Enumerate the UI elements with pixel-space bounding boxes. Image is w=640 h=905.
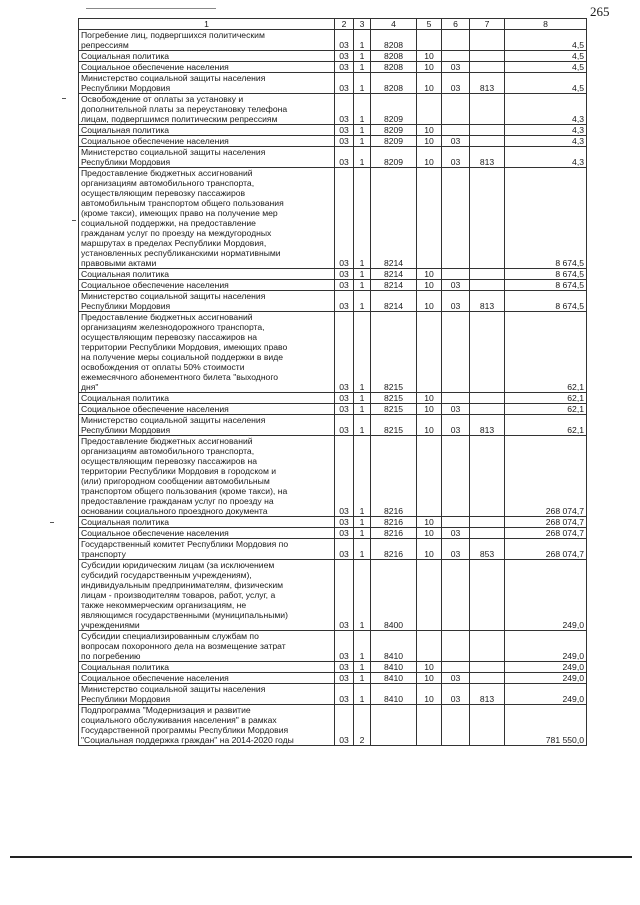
bottom-rule bbox=[10, 856, 632, 858]
row-code-4: 8215 bbox=[371, 404, 417, 415]
table-row bbox=[79, 404, 587, 415]
row-amount: 8 674,5 bbox=[505, 280, 587, 291]
row-code-6 bbox=[442, 168, 470, 269]
table-row bbox=[79, 705, 587, 746]
row-code-6: 03 bbox=[442, 684, 470, 705]
header-row bbox=[79, 19, 587, 30]
row-code-3: 1 bbox=[354, 393, 371, 404]
row-code-6 bbox=[442, 125, 470, 136]
table-row bbox=[79, 517, 587, 528]
row-code-6 bbox=[442, 436, 470, 517]
row-name: Освобождение от оплаты за установку и дополнительной платы за переустановку телефона лицам, подвергшимся политическим репрессиям bbox=[79, 94, 335, 125]
row-amount: 268 074,7 bbox=[505, 539, 587, 560]
row-code-3: 1 bbox=[354, 30, 371, 51]
row-name: Социальная политика bbox=[79, 662, 335, 673]
row-code-7 bbox=[470, 705, 505, 746]
column-header: 8 bbox=[505, 19, 587, 30]
row-code-6: 03 bbox=[442, 280, 470, 291]
row-code-4: 8208 bbox=[371, 62, 417, 73]
row-code-2: 03 bbox=[335, 539, 354, 560]
row-code-3: 1 bbox=[354, 404, 371, 415]
row-code-7: 813 bbox=[470, 291, 505, 312]
row-code-4: 8215 bbox=[371, 415, 417, 436]
row-code-2: 03 bbox=[335, 51, 354, 62]
row-code-2: 03 bbox=[335, 528, 354, 539]
row-code-7 bbox=[470, 280, 505, 291]
margin-mark bbox=[62, 98, 66, 99]
row-code-7 bbox=[470, 673, 505, 684]
row-name: Предоставление бюджетных ассигнований организациям автомобильного транспорта, осуществляющим перевозку пассажиров автомобильным транспортом общего пользования (кроме такси), имеющих право на получение мер социальной поддержки, на предоставление гражданам услуг по проезду на междугородных маршрутах в пределах Республики Мордовия, установленных республиканскими нормативными правовыми актами bbox=[79, 168, 335, 269]
top-rule bbox=[86, 8, 216, 9]
row-code-7: 853 bbox=[470, 539, 505, 560]
row-code-6: 03 bbox=[442, 147, 470, 168]
margin-mark bbox=[72, 220, 76, 221]
row-amount: 249,0 bbox=[505, 631, 587, 662]
row-code-6: 03 bbox=[442, 291, 470, 312]
table-row bbox=[79, 393, 587, 404]
row-code-4: 8214 bbox=[371, 168, 417, 269]
row-code-3: 1 bbox=[354, 415, 371, 436]
table-row bbox=[79, 673, 587, 684]
row-code-4: 8410 bbox=[371, 673, 417, 684]
column-header: 1 bbox=[79, 19, 335, 30]
row-amount: 8 674,5 bbox=[505, 168, 587, 269]
row-code-7: 813 bbox=[470, 73, 505, 94]
row-code-2: 03 bbox=[335, 436, 354, 517]
row-code-2: 03 bbox=[335, 136, 354, 147]
table-row bbox=[79, 684, 587, 705]
row-code-5: 10 bbox=[417, 393, 442, 404]
row-code-3: 1 bbox=[354, 517, 371, 528]
row-code-7 bbox=[470, 436, 505, 517]
row-code-3: 1 bbox=[354, 662, 371, 673]
row-code-6 bbox=[442, 705, 470, 746]
table-row bbox=[79, 94, 587, 125]
row-amount: 62,1 bbox=[505, 393, 587, 404]
row-code-7 bbox=[470, 94, 505, 125]
row-code-4: 8215 bbox=[371, 312, 417, 393]
row-code-5: 10 bbox=[417, 404, 442, 415]
row-code-2: 03 bbox=[335, 147, 354, 168]
row-name: Государственный комитет Республики Мордовия по транспорту bbox=[79, 539, 335, 560]
table-row bbox=[79, 436, 587, 517]
row-code-4: 8208 bbox=[371, 73, 417, 94]
row-amount: 4,5 bbox=[505, 30, 587, 51]
row-name: Министерство социальной защиты населения Республики Мордовия bbox=[79, 73, 335, 94]
row-amount: 268 074,7 bbox=[505, 517, 587, 528]
row-code-2: 03 bbox=[335, 280, 354, 291]
row-code-7 bbox=[470, 269, 505, 280]
column-header: 7 bbox=[470, 19, 505, 30]
table-row bbox=[79, 528, 587, 539]
budget-table bbox=[78, 18, 587, 746]
row-code-2: 03 bbox=[335, 560, 354, 631]
row-name: Социальная политика bbox=[79, 269, 335, 280]
row-code-5: 10 bbox=[417, 528, 442, 539]
row-code-7: 813 bbox=[470, 415, 505, 436]
table-row bbox=[79, 280, 587, 291]
row-amount: 4,3 bbox=[505, 147, 587, 168]
margin-mark bbox=[50, 522, 54, 523]
row-name: Социальное обеспечение населения bbox=[79, 136, 335, 147]
table-row bbox=[79, 73, 587, 94]
row-code-6 bbox=[442, 631, 470, 662]
row-code-6 bbox=[442, 393, 470, 404]
row-code-6 bbox=[442, 312, 470, 393]
table-row bbox=[79, 168, 587, 269]
row-name: Социальное обеспечение населения bbox=[79, 673, 335, 684]
row-code-6: 03 bbox=[442, 673, 470, 684]
row-code-2: 03 bbox=[335, 631, 354, 662]
row-code-5: 10 bbox=[417, 125, 442, 136]
row-amount: 249,0 bbox=[505, 684, 587, 705]
row-code-5 bbox=[417, 94, 442, 125]
row-code-5: 10 bbox=[417, 147, 442, 168]
row-code-7: 813 bbox=[470, 684, 505, 705]
row-code-3: 1 bbox=[354, 62, 371, 73]
row-code-2: 03 bbox=[335, 269, 354, 280]
row-code-6 bbox=[442, 517, 470, 528]
row-code-4: 8216 bbox=[371, 539, 417, 560]
row-code-7 bbox=[470, 312, 505, 393]
row-amount: 4,3 bbox=[505, 125, 587, 136]
row-code-5: 10 bbox=[417, 517, 442, 528]
row-name: Министерство социальной защиты населения Республики Мордовия bbox=[79, 415, 335, 436]
row-code-3: 1 bbox=[354, 528, 371, 539]
row-code-7 bbox=[470, 125, 505, 136]
row-code-4: 8215 bbox=[371, 393, 417, 404]
row-code-2: 03 bbox=[335, 312, 354, 393]
row-code-3: 1 bbox=[354, 291, 371, 312]
table-row bbox=[79, 631, 587, 662]
row-code-7 bbox=[470, 51, 505, 62]
row-code-3: 1 bbox=[354, 280, 371, 291]
row-name: Предоставление бюджетных ассигнований организациям автомобильного транспорта, осуществляющим перевозку пассажиров на территории Республики Мордовия в городском и (или) пригородном сообщении автомобильным транспортом общего пользования (кроме такси), на предоставление гражданам услуг по проезду на основании социального проездного документа bbox=[79, 436, 335, 517]
row-amount: 249,0 bbox=[505, 673, 587, 684]
row-code-2: 03 bbox=[335, 404, 354, 415]
row-name: Социальное обеспечение населения bbox=[79, 528, 335, 539]
row-amount: 4,3 bbox=[505, 94, 587, 125]
row-code-4: 8208 bbox=[371, 30, 417, 51]
row-code-4: 8400 bbox=[371, 560, 417, 631]
row-code-4: 8214 bbox=[371, 291, 417, 312]
row-code-4: 8216 bbox=[371, 528, 417, 539]
row-name: Подпрограмма "Модернизация и развитие социального обслуживания населения" в рамках Государственной программы Республики Мордовия "Социальная поддержка граждан" на 2014-2020 годы bbox=[79, 705, 335, 746]
row-code-7 bbox=[470, 404, 505, 415]
row-code-3: 1 bbox=[354, 269, 371, 280]
row-code-3: 1 bbox=[354, 560, 371, 631]
table-body bbox=[79, 30, 587, 746]
table-row bbox=[79, 125, 587, 136]
row-name: Министерство социальной защиты населения Республики Мордовия bbox=[79, 684, 335, 705]
row-code-5: 10 bbox=[417, 136, 442, 147]
row-code-2: 03 bbox=[335, 673, 354, 684]
row-code-2: 03 bbox=[335, 684, 354, 705]
row-code-2: 03 bbox=[335, 705, 354, 746]
row-name: Предоставление бюджетных ассигнований организациям железнодорожного транспорта, осуществляющим перевозку пассажиров на территории Республики Мордовия, имеющих право на получение меры социальной поддержки в виде освобождения от оплаты 50% стоимости ежемесячного абонементного билета "выходного дня" bbox=[79, 312, 335, 393]
row-name: Субсидии юридическим лицам (за исключением субсидий государственным учреждениям), индивидуальным предпринимателям, физическим лицам - производителям товаров, работ, услуг, а также некоммерческим организациям, не являющимся государственными (муниципальными) учреждениями bbox=[79, 560, 335, 631]
row-code-3: 1 bbox=[354, 684, 371, 705]
row-code-6 bbox=[442, 269, 470, 280]
row-code-6: 03 bbox=[442, 136, 470, 147]
column-header: 3 bbox=[354, 19, 371, 30]
row-code-5 bbox=[417, 631, 442, 662]
row-code-5: 10 bbox=[417, 62, 442, 73]
row-code-2: 03 bbox=[335, 73, 354, 94]
row-code-5: 10 bbox=[417, 291, 442, 312]
row-amount: 4,5 bbox=[505, 62, 587, 73]
row-amount: 249,0 bbox=[505, 662, 587, 673]
row-name: Министерство социальной защиты населения Республики Мордовия bbox=[79, 147, 335, 168]
row-code-4: 8209 bbox=[371, 94, 417, 125]
row-code-7: 813 bbox=[470, 147, 505, 168]
row-code-6: 03 bbox=[442, 415, 470, 436]
row-amount: 268 074,7 bbox=[505, 528, 587, 539]
row-code-5 bbox=[417, 436, 442, 517]
row-code-3: 1 bbox=[354, 631, 371, 662]
row-code-2: 03 bbox=[335, 62, 354, 73]
row-amount: 781 550,0 bbox=[505, 705, 587, 746]
row-amount: 4,5 bbox=[505, 73, 587, 94]
column-header: 5 bbox=[417, 19, 442, 30]
row-name: Социальная политика bbox=[79, 125, 335, 136]
row-code-2: 03 bbox=[335, 94, 354, 125]
row-code-5: 10 bbox=[417, 73, 442, 94]
row-code-3: 1 bbox=[354, 125, 371, 136]
row-code-2: 03 bbox=[335, 517, 354, 528]
row-code-3: 1 bbox=[354, 51, 371, 62]
row-code-5: 10 bbox=[417, 684, 442, 705]
row-name: Субсидии специализированным службам по вопросам похоронного дела на возмещение затрат по погребению bbox=[79, 631, 335, 662]
row-code-6: 03 bbox=[442, 528, 470, 539]
row-code-5 bbox=[417, 705, 442, 746]
table-row bbox=[79, 51, 587, 62]
table-row bbox=[79, 312, 587, 393]
row-code-6: 03 bbox=[442, 539, 470, 560]
table-row bbox=[79, 269, 587, 280]
row-code-6 bbox=[442, 662, 470, 673]
column-header: 4 bbox=[371, 19, 417, 30]
row-name: Социальное обеспечение населения bbox=[79, 280, 335, 291]
row-code-2: 03 bbox=[335, 415, 354, 436]
row-code-3: 1 bbox=[354, 168, 371, 269]
row-name: Социальное обеспечение населения bbox=[79, 62, 335, 73]
row-code-2: 03 bbox=[335, 662, 354, 673]
row-code-6: 03 bbox=[442, 404, 470, 415]
table-row bbox=[79, 539, 587, 560]
table-row bbox=[79, 30, 587, 51]
row-code-3: 1 bbox=[354, 436, 371, 517]
row-code-3: 1 bbox=[354, 136, 371, 147]
row-code-3: 1 bbox=[354, 312, 371, 393]
row-name: Социальная политика bbox=[79, 51, 335, 62]
row-amount: 62,1 bbox=[505, 404, 587, 415]
row-code-4: 8410 bbox=[371, 662, 417, 673]
column-header: 6 bbox=[442, 19, 470, 30]
row-code-7 bbox=[470, 136, 505, 147]
row-code-7 bbox=[470, 662, 505, 673]
row-name: Министерство социальной защиты населения Республики Мордовия bbox=[79, 291, 335, 312]
row-code-4: 8209 bbox=[371, 136, 417, 147]
row-code-6 bbox=[442, 30, 470, 51]
column-header: 2 bbox=[335, 19, 354, 30]
row-code-4 bbox=[371, 705, 417, 746]
row-code-3: 1 bbox=[354, 539, 371, 560]
row-code-2: 03 bbox=[335, 393, 354, 404]
row-code-2: 03 bbox=[335, 30, 354, 51]
row-code-4: 8410 bbox=[371, 631, 417, 662]
table-row bbox=[79, 415, 587, 436]
table-row bbox=[79, 136, 587, 147]
row-code-2: 03 bbox=[335, 168, 354, 269]
row-code-4: 8216 bbox=[371, 436, 417, 517]
row-code-3: 1 bbox=[354, 94, 371, 125]
table-header bbox=[79, 19, 587, 30]
row-amount: 4,3 bbox=[505, 136, 587, 147]
row-code-7 bbox=[470, 393, 505, 404]
row-code-4: 8410 bbox=[371, 684, 417, 705]
row-code-4: 8209 bbox=[371, 147, 417, 168]
row-code-5 bbox=[417, 168, 442, 269]
row-code-5: 10 bbox=[417, 673, 442, 684]
table-row bbox=[79, 147, 587, 168]
row-code-5: 10 bbox=[417, 280, 442, 291]
row-code-6 bbox=[442, 560, 470, 631]
table-row bbox=[79, 560, 587, 631]
budget-table-wrapper bbox=[78, 18, 586, 746]
row-code-5: 10 bbox=[417, 415, 442, 436]
row-code-6: 03 bbox=[442, 62, 470, 73]
row-code-7 bbox=[470, 30, 505, 51]
row-code-5 bbox=[417, 30, 442, 51]
row-code-6 bbox=[442, 94, 470, 125]
row-code-7 bbox=[470, 560, 505, 631]
row-amount: 8 674,5 bbox=[505, 291, 587, 312]
row-amount: 249,0 bbox=[505, 560, 587, 631]
table-row bbox=[79, 291, 587, 312]
row-amount: 268 074,7 bbox=[505, 436, 587, 517]
row-name: Погребение лиц, подвергшихся политическим репрессиям bbox=[79, 30, 335, 51]
row-code-5: 10 bbox=[417, 662, 442, 673]
row-code-5: 10 bbox=[417, 539, 442, 560]
row-code-4: 8214 bbox=[371, 269, 417, 280]
row-name: Социальная политика bbox=[79, 393, 335, 404]
row-amount: 8 674,5 bbox=[505, 269, 587, 280]
row-code-7 bbox=[470, 62, 505, 73]
page-number: 265 bbox=[590, 4, 610, 19]
row-code-5 bbox=[417, 560, 442, 631]
row-code-5: 10 bbox=[417, 51, 442, 62]
row-code-7 bbox=[470, 528, 505, 539]
row-code-7 bbox=[470, 168, 505, 269]
row-amount: 62,1 bbox=[505, 312, 587, 393]
row-code-4: 8208 bbox=[371, 51, 417, 62]
row-code-7 bbox=[470, 631, 505, 662]
row-code-6: 03 bbox=[442, 73, 470, 94]
row-code-3: 1 bbox=[354, 147, 371, 168]
row-code-4: 8209 bbox=[371, 125, 417, 136]
row-code-5: 10 bbox=[417, 269, 442, 280]
row-code-3: 1 bbox=[354, 73, 371, 94]
row-name: Социальное обеспечение населения bbox=[79, 404, 335, 415]
row-amount: 62,1 bbox=[505, 415, 587, 436]
table-row bbox=[79, 662, 587, 673]
row-code-5 bbox=[417, 312, 442, 393]
row-code-3: 2 bbox=[354, 705, 371, 746]
row-code-2: 03 bbox=[335, 125, 354, 136]
row-code-4: 8216 bbox=[371, 517, 417, 528]
row-code-3: 1 bbox=[354, 673, 371, 684]
row-code-2: 03 bbox=[335, 291, 354, 312]
row-code-7 bbox=[470, 517, 505, 528]
row-name: Социальная политика bbox=[79, 517, 335, 528]
row-amount: 4,5 bbox=[505, 51, 587, 62]
row-code-4: 8214 bbox=[371, 280, 417, 291]
row-code-6 bbox=[442, 51, 470, 62]
table-row bbox=[79, 62, 587, 73]
